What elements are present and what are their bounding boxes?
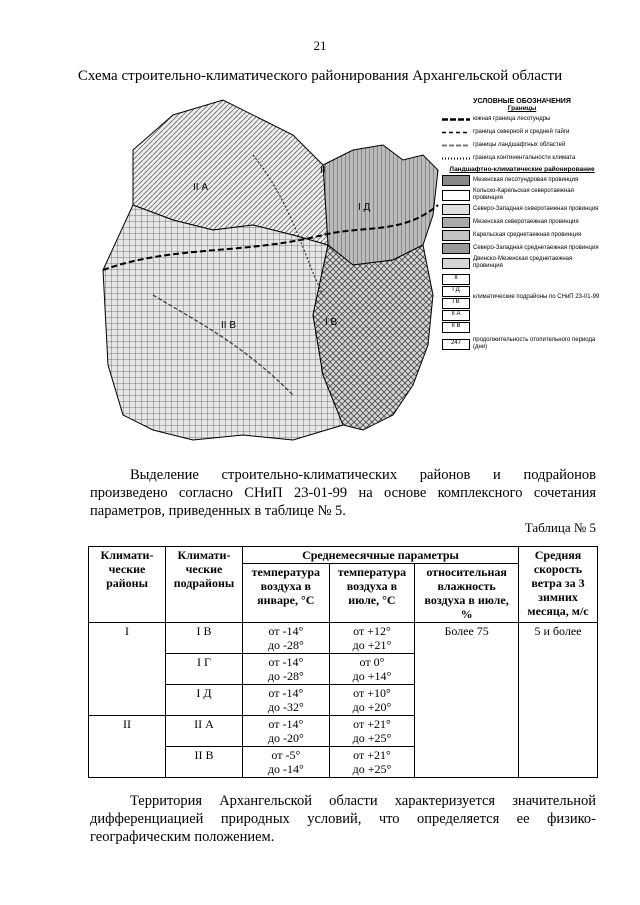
jan-cell: от -14° до -28° bbox=[243, 623, 330, 654]
header-hum: относительная влажность воздуха в июле, % bbox=[415, 564, 519, 623]
dashed-line-icon bbox=[442, 127, 470, 138]
header-districts: Климати-ческие районы bbox=[89, 547, 166, 623]
region-map bbox=[93, 95, 439, 455]
humidity-cell: Более 75 bbox=[415, 623, 519, 778]
jul-cell: от 0° до +14° bbox=[329, 654, 415, 685]
legend-province-label: Северо-Западная северотаежная провинция bbox=[473, 206, 599, 212]
jan-cell: от -14° до -28° bbox=[243, 654, 330, 685]
jan-cell: от -5° до -14° bbox=[243, 747, 330, 778]
subdistrict-code: II В bbox=[442, 322, 470, 333]
swatch-icon bbox=[442, 258, 470, 269]
header-monthly: Среднемесячные параметры bbox=[243, 547, 519, 564]
header-jan: температура воздуха в январе, °С bbox=[243, 564, 330, 623]
legend-border-row bbox=[442, 114, 602, 125]
jul-cell: от +12° до +21° bbox=[329, 623, 415, 654]
legend-province-row bbox=[442, 175, 602, 186]
paragraph-1-text: Выделение строительно-климатических районов и подрайонов произведено согласно СНиП 23-01-99 на основе комплексного сочетания параметров, приведенных в таблице № 5. bbox=[90, 467, 596, 519]
map-label-IV: I В bbox=[325, 317, 338, 328]
legend-subdistricts bbox=[442, 274, 602, 333]
legend-province-row bbox=[442, 217, 602, 228]
legend-province-label: Мезенская северотаежная провинция bbox=[473, 219, 579, 225]
map-label-IIV: II В bbox=[221, 320, 237, 331]
header-subdistricts: Климати-ческие подрайоны bbox=[166, 547, 243, 623]
swatch-icon bbox=[442, 204, 470, 215]
legend-border-row bbox=[442, 127, 602, 138]
dotted-line-icon bbox=[442, 153, 470, 164]
district-cell: II bbox=[89, 716, 166, 778]
subdistrict-note: климатические подрайоны по СНиП 23-01-99 bbox=[473, 294, 600, 300]
legend-province-row bbox=[442, 204, 602, 215]
legend-province-row bbox=[442, 188, 602, 202]
legend-border-label: граница северной и средней тайги bbox=[473, 129, 570, 135]
legend-provinces-heading: Ландшафтно-климатические районирование bbox=[449, 166, 595, 173]
jan-cell: от -14° до -32° bbox=[243, 685, 330, 716]
swatch-icon bbox=[442, 190, 470, 201]
jul-cell: от +10° до +20° bbox=[329, 685, 415, 716]
map-label-IIA: II А bbox=[193, 182, 209, 193]
subdistrict-cell: I Г bbox=[166, 654, 243, 685]
legend-period-row bbox=[442, 337, 602, 351]
paragraph-2-text: Территория Архангельской области характеризуется значительной дифференциацией природных условий, что определяется ее физико-географическим положением. bbox=[90, 793, 596, 845]
period-value: 247 bbox=[442, 339, 470, 350]
legend-province-label: Мезенская лесотундровая провинция bbox=[473, 177, 579, 183]
swatch-icon bbox=[442, 230, 470, 241]
legend-border-label: граница континентальности климата bbox=[473, 155, 576, 161]
legend-province-label: Северо-Западная среднетаежная провинция bbox=[473, 245, 599, 251]
subdistrict-cell: I Д bbox=[166, 685, 243, 716]
subdistrict-cell: II А bbox=[166, 716, 243, 747]
legend-border-label: границы ландшафтных областей bbox=[473, 142, 566, 148]
paragraph-2 bbox=[90, 792, 596, 846]
period-note: продолжительность отопительного периода (дни) bbox=[473, 337, 596, 350]
thick-dashed-line-icon bbox=[442, 114, 470, 125]
map-label-II: II bbox=[320, 165, 326, 176]
legend-province-row bbox=[442, 230, 602, 241]
climate-table bbox=[88, 546, 598, 778]
subdistrict-cell: II В bbox=[166, 747, 243, 778]
legend-heading: УСЛОВНЫЕ ОБОЗНАЧЕНИЯ bbox=[473, 98, 571, 105]
district-cell: I bbox=[89, 623, 166, 716]
page-number: 21 bbox=[313, 38, 327, 53]
gray-dashed-line-icon bbox=[442, 140, 470, 151]
table-label: Таблица № 5 bbox=[524, 520, 596, 535]
header-wind: Средняя скорость ветра за 3 зимних месяца, м/с bbox=[519, 547, 598, 623]
legend-province-label: Двинско-Мезенская среднетаежная провинция bbox=[473, 256, 573, 269]
jan-cell: от -14° до -20° bbox=[243, 716, 330, 747]
subdistrict-code: II bbox=[442, 274, 470, 285]
header-jul: температура воздуха в июле, °С bbox=[329, 564, 415, 623]
subdistrict-cell: I В bbox=[166, 623, 243, 654]
swatch-icon bbox=[442, 243, 470, 254]
legend-province-row bbox=[442, 243, 602, 254]
legend-border-row bbox=[442, 153, 602, 164]
legend-province-row bbox=[442, 256, 602, 270]
swatch-icon bbox=[442, 175, 470, 186]
subdistrict-code: I Д bbox=[442, 286, 470, 297]
wind-cell: 5 и более bbox=[519, 623, 598, 778]
paragraph-1 bbox=[90, 466, 596, 520]
legend-province-label: Карельская среднетаежная провинция bbox=[473, 232, 582, 238]
legend-border-row bbox=[442, 140, 602, 151]
swatch-icon bbox=[442, 217, 470, 228]
legend-province-label: Кольско-Карельская северотаежная провинция bbox=[473, 188, 574, 201]
subdistrict-code: I В bbox=[442, 298, 470, 309]
subdistrict-code: II А bbox=[442, 310, 470, 321]
map-label-ID: I Д bbox=[358, 202, 371, 213]
map-legend bbox=[442, 98, 602, 353]
page-title: Схема строительно-климатического районирования Архангельской области bbox=[77, 68, 563, 84]
table-row bbox=[89, 623, 598, 654]
table-header-row bbox=[89, 547, 598, 564]
legend-borders-heading: Границы bbox=[507, 105, 537, 112]
jul-cell: от +21° до +25° bbox=[329, 747, 415, 778]
jul-cell: от +21° до +25° bbox=[329, 716, 415, 747]
legend-border-label: южная граница лесотундры bbox=[473, 116, 551, 122]
